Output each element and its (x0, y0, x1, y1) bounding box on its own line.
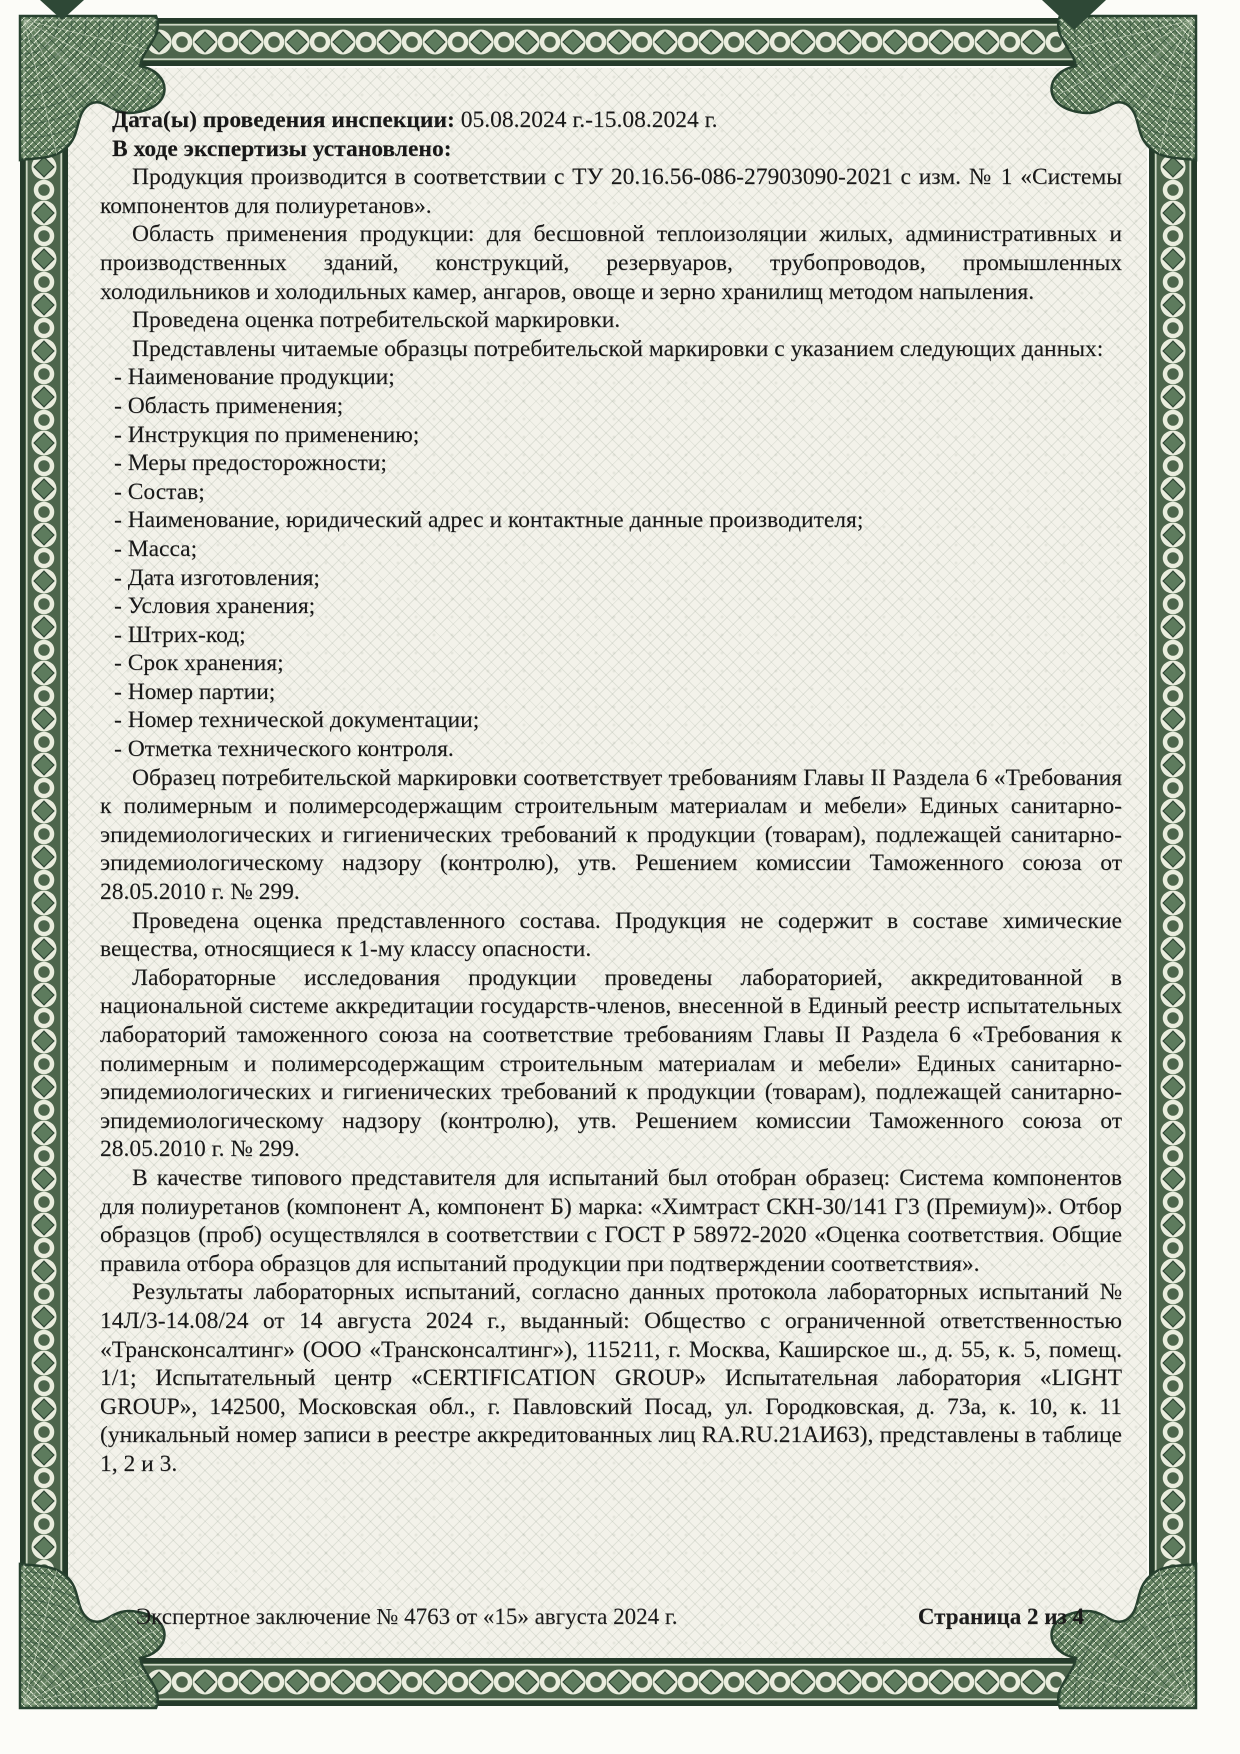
paragraph: В качестве типового представителя для испытаний был отобран образец: Система компонентов для полиуретанов (компонент А, компонент Б) марка: «Химтраст СКН-30/141 Г3 (Премиум)». Отбор образцов (проб) осуществлялся в соответствии с ГОСТ Р 58972-2020 «Оценка соответствия. Общие правила отбора образцов для испытаний продукции при подтверждении соответствия». (100, 1164, 1122, 1277)
marking-list-item: - Штрих-код; (114, 621, 246, 648)
paragraph: Проведена оценка потребительской маркировки. (132, 307, 621, 334)
document-body (100, 106, 1122, 1479)
inspection-dates-label: Дата(ы) проведения инспекции: (112, 107, 455, 133)
marking-list-item: - Наименование, юридический адрес и контактные данные производителя; (114, 507, 864, 534)
marking-list-item: - Условия хранения; (114, 593, 316, 620)
paragraph: Образец потребительской маркировки соответствует требованиям Главы II Раздела 6 «Требования к полимерным и полимерсодержащим строительным материалам и мебели» Единых санитарно-эпидемиологических и гигиенических требований к продукции (товарам), подлежащей санитарно-эпидемиологическому надзору (контролю), утв. Решением комиссии Таможенного союза от 28.05.2010 г. № 299. (100, 764, 1122, 906)
marking-list-item: - Дата изготовления; (114, 564, 320, 591)
footer-page-number: Страница 2 из 4 (917, 1604, 1084, 1629)
marking-list-item: - Наименование продукции; (114, 364, 395, 391)
marking-list-item: - Область применения; (114, 392, 344, 419)
page-footer (100, 1604, 1122, 1630)
paragraph: Продукция производится в соответствии с ТУ 20.16.56-086-27903090-2021 с изм. № 1 «Системы компонентов для полиуретанов». (100, 164, 1122, 219)
marking-list-item: - Состав; (114, 478, 205, 505)
border-band-top (54, 18, 1164, 66)
edge-notch-top-left (40, 0, 84, 20)
paragraph: Результаты лабораторных испытаний, согласно данных протокола лабораторных испытаний № 14Л/3-14.08/24 от 14 августа 2024 г., выданный: Общество с ограниченной ответственностью «Трансконсалтинг» (ООО «Трансконсалтинг»), 115211, г. Москва, Каширское ш., д. 55, к. 5, помещ. 1/1; Испытательный центр «CERTIFICATION GROUP» Испытательная лаборатория «LIGHT GROUP», 142500, Московская обл., г. Павловский Посад, ул. Городковская, д. 73а, к. 10, к. 11 (уникальный номер записи в реестре аккредитованных лиц RA.RU.21АИ63), представлены в таблице 1, 2 и 3. (100, 1279, 1122, 1477)
paragraph: Представлены читаемые образцы потребительской маркировки с указанием следующих данных: (132, 335, 1104, 362)
border-band-left (20, 16, 68, 1708)
border-band-right (1149, 16, 1197, 1708)
guilloche-corner-bottom-left (16, 1552, 176, 1712)
marking-list-item: - Отметка технического контроля. (114, 736, 454, 763)
footer-document-ref: Экспертное заключение № 4763 от «15» августа 2024 г. (136, 1604, 678, 1629)
marking-list-item: - Номер партии; (114, 678, 276, 705)
marking-list-item: - Срок хранения; (114, 650, 284, 677)
border-band-bottom (54, 1658, 1164, 1706)
paragraph: Лабораторные исследования продукции проведены лабораторией, аккредитованной в национальной системе аккредитации государств-членов, внесенной в Единый реестр испытательных лабораторий таможенного союза на соответствие требованиям Главы II Раздела 6 «Требования к полимерным и полимерсодержащим строительным материалам и мебели» Единых санитарно-эпидемиологических и гигиенических требований к продукции (товарам), подлежащей санитарно-эпидемиологическому надзору (контролю), утв. Решением комиссии Таможенного союза от 28.05.2010 г. № 299. (100, 964, 1122, 1163)
paragraph: Проведена оценка представленного состава. Продукция не содержит в составе химические вещества, относящиеся к 1-му классу опасности. (100, 907, 1122, 963)
marking-list-item: - Масса; (114, 535, 198, 562)
guilloche-corner-bottom-right (1040, 1552, 1200, 1712)
edge-notch-top-right (1042, 0, 1106, 30)
marking-list-item: - Меры предосторожности; (114, 450, 387, 477)
marking-list-item: - Номер технической документации; (114, 707, 480, 734)
marking-list-item: - Инструкция по применению; (114, 421, 420, 448)
paragraph: Область применения продукции: для бесшовной теплоизоляции жилых, административных и производственных зданий, конструкций, резервуаров, трубопроводов, промышленных холодильников и холодильных камер, ангаров, овоще и зерно хранилищ методом напыления. (100, 221, 1122, 305)
inspection-dates-value: 05.08.2024 г.-15.08.2024 г. (460, 107, 718, 133)
findings-heading: В ходе экспертизы установлено: (112, 135, 452, 162)
inspection-dates-line (100, 106, 1122, 135)
